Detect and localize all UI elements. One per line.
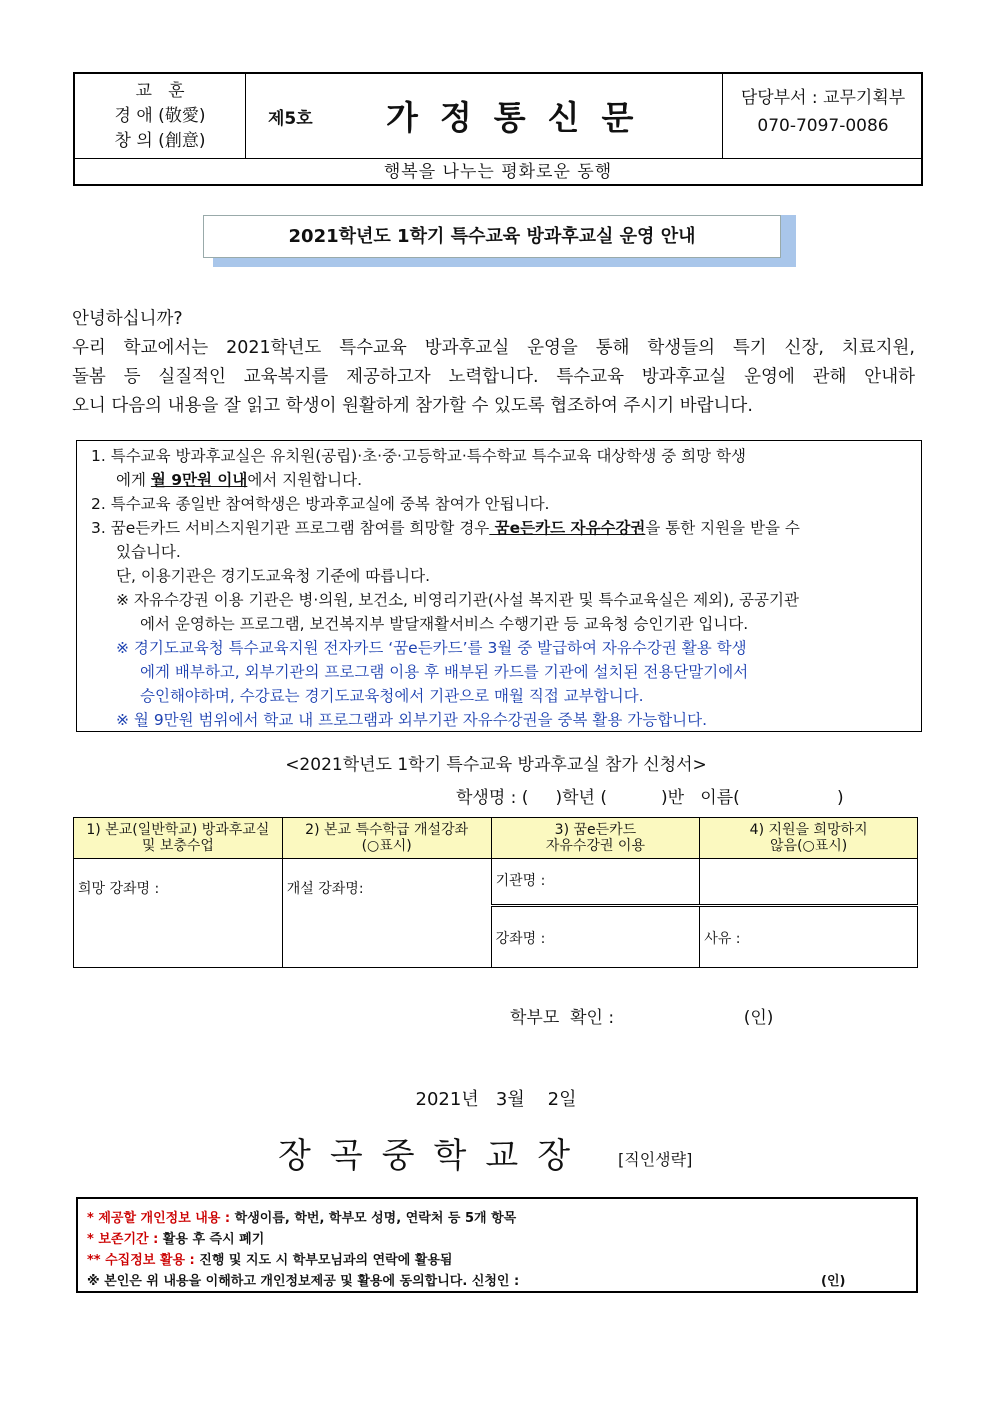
- parent-confirmation: 학부모 확인 : (인): [510, 1008, 774, 1028]
- school-motto: [75, 74, 246, 158]
- intro-paragraph: [72, 305, 915, 421]
- header-text: 않음(○표시): [770, 838, 848, 854]
- signature-mark: (인): [821, 1274, 846, 1289]
- header-text: 및 보충수업: [141, 838, 214, 854]
- course-name-cell[interactable]: [491, 906, 700, 968]
- notice-item-3: [91, 516, 800, 540]
- notice-item-3-cont: 있습니다.: [116, 543, 181, 561]
- privacy-line: [87, 1229, 916, 1250]
- privacy-line: [87, 1250, 916, 1271]
- privacy-consent-line: [87, 1271, 916, 1292]
- notice-box: [76, 440, 922, 732]
- contact-info: [722, 74, 923, 158]
- note-2: ※ 경기도교육청 특수교육지원 전자카드 ‘꿈e든카드’를 3월 중 발급하여 자유수강권 활용 학생: [116, 639, 747, 657]
- intro-line: 돌봄 등 실질적인 교육복지를 제공하고자 노력합니다. 특수교육 방과후교실 운영에 관해 안내하: [72, 367, 915, 387]
- header-text: 2) 본교 특수학급 개설강좌: [305, 822, 469, 838]
- slogan: 행복을 나누는 평화로운 동행: [75, 158, 921, 186]
- field-label: 기관명 :: [495, 873, 546, 889]
- consent-text: ※ 본인은 위 내용을 이해하고 개인정보제공 및 활용에 동의합니다. 신청인 :: [87, 1274, 520, 1289]
- desired-course-cell[interactable]: [74, 859, 283, 968]
- motto-line: 교 훈: [135, 81, 185, 101]
- department: 담당부서 : 교무기획부: [740, 88, 906, 108]
- notice-item-1: 1. 특수교육 방과후교실은 유치원(공립)·초·중·고등학교·특수학교 특수교육 대상학생 중 희망 학생: [91, 447, 746, 465]
- no-support-cell[interactable]: [700, 859, 918, 906]
- privacy-label: * 보존기간 :: [87, 1232, 159, 1247]
- reason-cell[interactable]: [700, 906, 918, 968]
- header-text: (○표시): [361, 838, 412, 854]
- header-text: 자유수강권 이용: [545, 838, 645, 854]
- note-1: ※ 자유수강권 이용 기관은 병·의원, 보건소, 비영리기관(사설 복지관 및 특수교육실은 제외), 공공기관: [116, 591, 799, 609]
- notice-item-2: 2. 특수교육 종일반 참여학생은 방과후교실에 중복 참여가 안됩니다.: [91, 495, 550, 513]
- principal-signature: 장곡중학교장: [278, 1136, 590, 1176]
- header-box: [73, 72, 923, 186]
- text: 에서 지원합니다.: [247, 471, 362, 489]
- privacy-label: * 제공할 개인정보 내용 :: [87, 1211, 231, 1226]
- text: 을 통한 지원을 받을 수: [645, 519, 800, 537]
- seal-omitted-note: [직인생략]: [618, 1150, 693, 1169]
- column-header-3: [491, 818, 700, 859]
- newsletter-title: 가정통신문: [386, 98, 656, 137]
- document-title: 2021학년도 1학기 특수교육 방과후교실 운영 안내: [203, 215, 781, 258]
- note-2-cont: 에게 배부하고, 외부기관의 프로그램 이용 후 배부된 카드를 기관에 설치된 전용단말기에서: [140, 663, 749, 681]
- issue-date: 2021년 3월 2일: [415, 1089, 577, 1110]
- application-title: <2021학년도 1학기 특수교육 방과후교실 참가 신청서>: [285, 755, 707, 775]
- privacy-text: 활용 후 즉시 폐기: [158, 1232, 265, 1247]
- greeting: 안녕하십니까?: [72, 309, 183, 329]
- header-text: 4) 지원을 희망하지: [749, 822, 868, 838]
- privacy-label: ** 수집정보 활용 :: [87, 1253, 195, 1268]
- institution-cell[interactable]: [491, 859, 700, 906]
- privacy-text: 진행 및 지도 시 학부모님과의 연락에 활용됨: [194, 1253, 453, 1268]
- motto-line: 경 애 (敬愛): [114, 106, 206, 126]
- note-2-cont: 승인해야하며, 수강료는 경기도교육청에서 기관으로 매월 직접 교부합니다.: [140, 687, 644, 705]
- notice-item-1-cont: [116, 468, 362, 492]
- notice-item-3-cond: 단, 이용기관은 경기도교육청 기준에 따릅니다.: [116, 567, 431, 585]
- privacy-text: 학생이름, 학번, 학부모 성명, 연락처 등 5개 항목: [230, 1211, 517, 1226]
- text: 3. 꿈e든카드 서비스지원기관 프로그램 참여를 희망할 경우: [91, 519, 490, 537]
- phone-number: 070-7097-0086: [757, 116, 889, 136]
- privacy-line: [87, 1208, 916, 1229]
- offered-course-cell[interactable]: [282, 859, 491, 968]
- note-1-cont: 에서 운영하는 프로그램, 보건복지부 발달재활서비스 수행기관 등 교육청 승인기관 입니다.: [140, 615, 749, 633]
- intro-line: 오니 다음의 내용을 잘 읽고 학생이 원활하게 참가할 수 있도록 협조하여 주시기 바랍니다.: [72, 396, 753, 416]
- intro-line: 우리 학교에서는 2021학년도 특수교육 방과후교실 운영을 통해 학생들의 특기 신장, 치료지원,: [72, 338, 915, 358]
- field-label: 희망 강좌명 :: [78, 881, 160, 897]
- column-header-2: [282, 818, 491, 859]
- text: 에게: [116, 471, 151, 489]
- motto-line: 창 의 (創意): [114, 131, 206, 151]
- field-label: 강좌명 :: [495, 931, 546, 947]
- application-table: [73, 817, 918, 968]
- free-voucher: 꿈e든카드 자유수강권: [489, 519, 646, 537]
- student-info-line: 학생명 : ( )학년 ( )반 이름( ): [456, 788, 844, 808]
- header-title-area: [246, 74, 722, 158]
- column-header-4: [700, 818, 918, 859]
- note-3: ※ 월 9만원 범위에서 학교 내 프로그램과 외부기관 자유수강권을 중복 활용 가능합니다.: [116, 711, 708, 729]
- amount-limit: 월 9만원 이내: [150, 471, 248, 489]
- header-text: 1) 본교(일반학교) 방과후교실: [86, 822, 270, 838]
- field-label: 사유 :: [704, 931, 741, 947]
- header-text: 3) 꿈e든카드: [554, 822, 637, 838]
- issue-number: 제5호: [268, 109, 313, 129]
- field-label: 개설 강좌명:: [286, 881, 364, 897]
- column-header-1: [74, 818, 283, 859]
- privacy-consent-box: [76, 1197, 918, 1293]
